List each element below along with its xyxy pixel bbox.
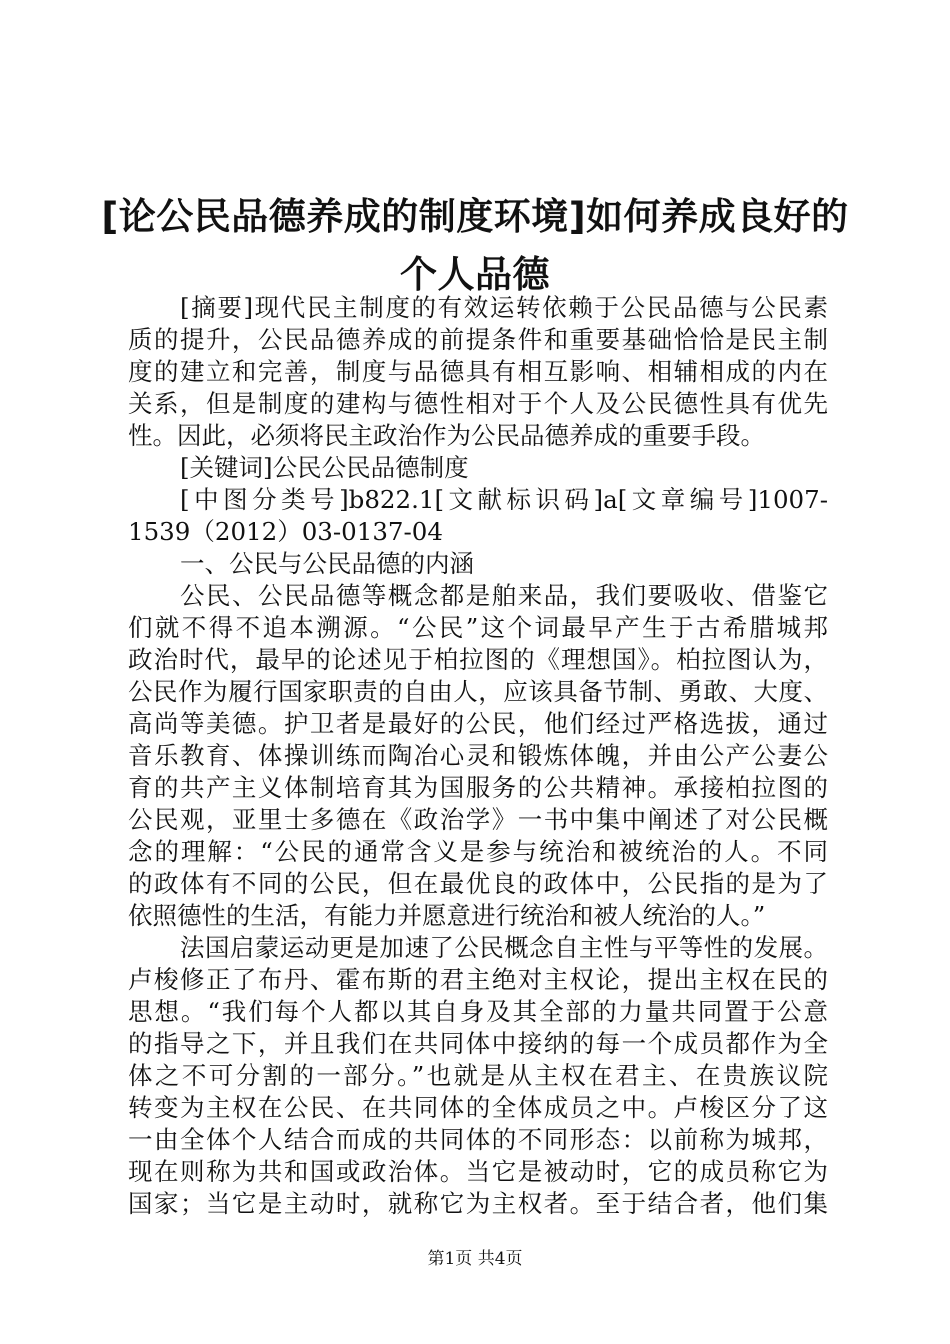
body-text-line: 度的建立和完善，制度与品德具有相互影响、相辅相成的内在: [128, 357, 828, 386]
body-text-line: 音乐教育、体操训练而陶冶心灵和锻炼体魄，并由公产公妻公: [128, 741, 828, 770]
document-body: [128, 292, 828, 1220]
body-text-line: 公民作为履行国家职责的自由人，应该具备节制、勇敢、大度、: [128, 677, 828, 706]
body-text-line: 政治时代，最早的论述见于柏拉图的《理想国》。柏拉图认为，: [128, 645, 828, 674]
body-text-line: 质的提升，公民品德养成的前提条件和重要基础恰恰是民主制: [128, 325, 828, 354]
body-text-line: 一、公民与公民品德的内涵: [180, 549, 474, 578]
body-text-line: 国家；当它是主动时，就称它为主权者。至于结合者，他们集: [128, 1189, 828, 1218]
body-text-line: 念的理解：“公民的通常含义是参与统治和被统治的人。不同: [128, 837, 828, 866]
body-text-line: [摘要]现代民主制度的有效运转依赖于公民品德与公民素: [180, 293, 828, 322]
body-text-line: 1539（2012）03-0137-04: [128, 517, 443, 546]
body-text-line: [关键词]公民公民品德制度: [180, 453, 469, 482]
body-text-line: 的指导之下，并且我们在共同体中接纳的每一个成员都作为全: [128, 1029, 828, 1058]
body-text-line: 卢梭修正了布丹、霍布斯的君主绝对主权论，提出主权在民的: [128, 965, 828, 994]
body-text-line: 法国启蒙运动更是加速了公民概念自主性与平等性的发展。: [180, 933, 828, 962]
document-title-line-1: [论公民品德养成的制度环境]如何养成良好的: [101, 195, 849, 238]
page-footer: 第1页 共4页: [427, 1249, 523, 1269]
body-text-line: 转变为主权在公民、在共同体的全体成员之中。卢梭区分了这: [128, 1093, 828, 1122]
body-text-line: 现在则称为共和国或政治体。当它是被动时，它的成员称它为: [128, 1157, 828, 1186]
body-text-line: 关系，但是制度的建构与德性相对于个人及公民德性具有优先: [128, 389, 828, 418]
document-title-line-2: 个人品德: [400, 253, 550, 296]
body-text-line: 体之不可分割的一部分。”也就是从主权在君主、在贵族议院: [128, 1061, 828, 1090]
body-text-line: 公民、公民品德等概念都是舶来品，我们要吸收、借鉴它: [180, 581, 828, 610]
body-text-line: 一由全体个人结合而成的共同体的不同形态：以前称为城邦，: [128, 1125, 828, 1154]
body-text-line: 育的共产主义体制培育其为国服务的公共精神。承接柏拉图的: [128, 773, 828, 802]
body-text-line: 性。因此，必须将民主政治作为公民品德养成的重要手段。: [128, 421, 765, 450]
body-text-line: 们就不得不追本溯源。“公民”这个词最早产生于古希腊城邦: [128, 613, 828, 642]
body-text-line: 依照德性的生活，有能力并愿意进行统治和被人统治的人。”: [128, 901, 766, 930]
body-text-line: 高尚等美德。护卫者是最好的公民，他们经过严格选拔，通过: [128, 709, 828, 738]
body-text-line: 的政体有不同的公民，但在最优良的政体中，公民指的是为了: [128, 869, 828, 898]
body-text-line: 公民观，亚里士多德在《政治学》一书中集中阐述了对公民概: [128, 805, 828, 834]
body-text-line: [中图分类号]b822.1[文献标识码]a[文章编号]1007-: [180, 485, 828, 514]
body-text-line: 思想。“我们每个人都以其自身及其全部的力量共同置于公意: [128, 997, 828, 1026]
